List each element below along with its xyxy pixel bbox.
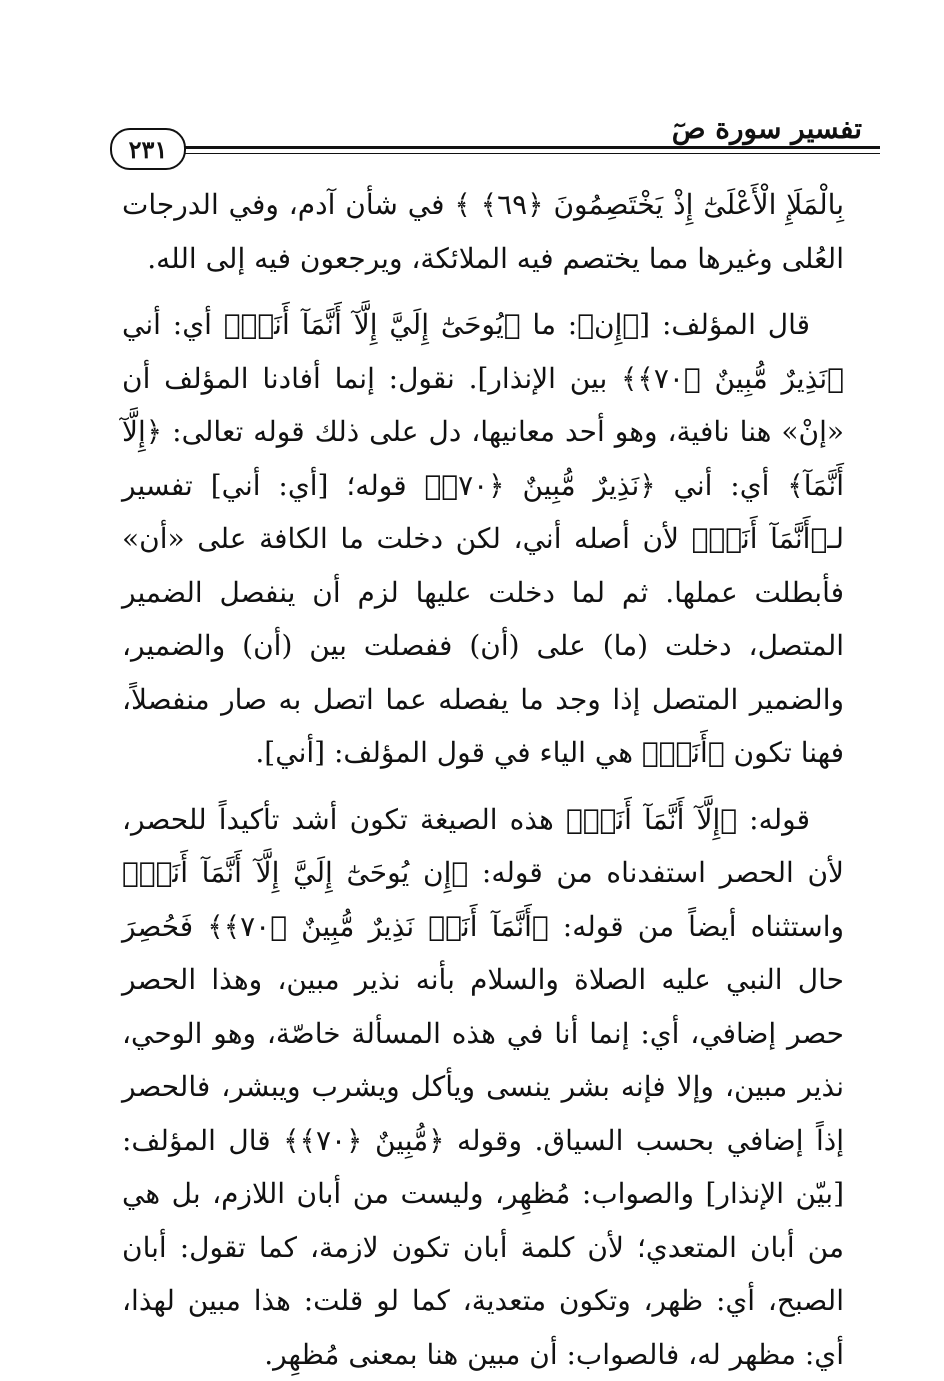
paragraph: بِالْمَلَإِ الْأَعْلَىٰٓ إِذْ يَخْتَصِمُونَ ﴿٦٩﴾ ﴾ في شأن آدم، وفي الدرجات العُلى وغيرها مما يختصم فيه الملائكة، ويرجعون فيه إلى الله. bbox=[122, 178, 844, 285]
header-rule-thin bbox=[170, 153, 880, 154]
body-text bbox=[122, 178, 844, 1381]
page-title: تفسير سورة صٓ bbox=[672, 112, 862, 145]
paragraph: قوله: ﴿إِلَّآ أَنَّمَآ أَنَا۠﴾ هذه الصيغة تكون أشد تأكيداً للحصر، لأن الحصر استفدناه من قوله: ﴿إِن يُوحَىٰٓ إِلَيَّ إِلَّآ أَنَّمَآ أَنَا۠﴾ واستثناه أيضاً من قوله: ﴿أَنَّمَآ أَنَا۠ نَذِيرٌ مُّبِينٌ ﴿٧٠﴾﴾ فَحُصِرَ حال النبي عليه الصلاة والسلام بأنه نذير مبين، وهذا الحصر حصر إضافي، أي: إنما أنا في هذه المسألة خاصّة، وهو الوحي، نذير مبين، وإلا فإنه بشر ينسى ويأكل ويشرب ويبشر، فالحصر إذاً إضافي بحسب السياق. وقوله ﴿مُّبِينٌ ﴿٧٠﴾﴾ قال المؤلف: [بيّن الإنذار] والصواب: مُظهِر، وليست من أبان اللازم، بل هي من أبان المتعدي؛ لأن كلمة أبان تكون لازمة، كما تقول: أبان الصبح، أي: ظهر، وتكون متعدية، كما لو قلت: هذا مبين لهذا، أي: مظهر له، فالصواب: أن مبين هنا بمعنى مُظهِر. bbox=[122, 793, 844, 1381]
paragraph: قال المؤلف: [﴿إِن﴾: ما ﴿يُوحَىٰٓ إِلَيَّ إِلَّآ أَنَّمَآ أَنَا۠﴾ أي: أني ﴿نَذِيرٌ مُّبِينٌ ﴿٧٠﴾﴾ بين الإنذار]. نقول: إنما أفادنا المؤلف أن «إنْ» هنا نافية، وهو أحد معانيها، دل على ذلك قوله تعالى: ﴿إِلَّآ أَنَّمَآ﴾ أي: أني ﴿نَذِيرٌ مُّبِينٌ ﴿٧٠﴾﴾ قوله؛ [أي: أني] تفسير لـ﴿أَنَّمَآ أَنَا۠﴾ لأن أصله أني، لكن دخلت ما الكافة على «أن» فأبطلت عملها. ثم لما دخلت عليها لزم أن ينفصل الضمير المتصل، دخلت (ما) على (أن) ففصلت بين (أن) والضمير، والضمير المتصل إذا وجد ما يفصله عما اتصل به صار منفصلاً، فهنا تكون ﴿أَنَا۠﴾ هي الياء في قول المؤلف: [أني]. bbox=[122, 298, 844, 780]
paragraph-gap bbox=[122, 285, 844, 298]
paragraph-gap bbox=[122, 780, 844, 793]
page-header bbox=[100, 100, 880, 180]
header-rule bbox=[170, 146, 880, 149]
page-number: ٢٣١ bbox=[110, 128, 186, 170]
